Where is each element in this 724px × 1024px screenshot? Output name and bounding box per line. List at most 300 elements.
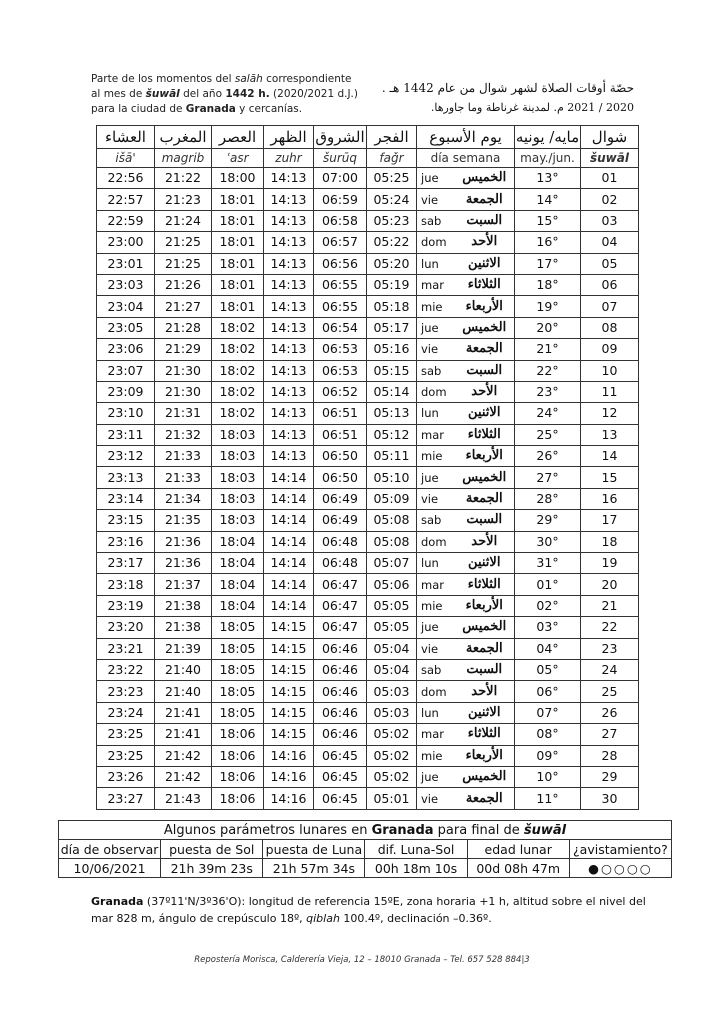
weekday-abbr: mar bbox=[417, 724, 455, 745]
table-row bbox=[97, 274, 639, 295]
zuhr-time: 14:13 bbox=[264, 381, 314, 402]
isha-time: 23:12 bbox=[97, 446, 155, 467]
shuruq-time: 06:51 bbox=[314, 403, 367, 424]
shuruq-time: 06:47 bbox=[314, 574, 367, 595]
weekday-arabic: الأحد bbox=[455, 531, 515, 552]
lunar-header: edad lunar bbox=[467, 840, 569, 859]
weekday-arabic: الاثنين bbox=[455, 403, 515, 424]
weekday-abbr: vie bbox=[417, 189, 455, 210]
zuhr-time: 14:15 bbox=[264, 659, 314, 680]
header-left-text: correspondiente bbox=[262, 73, 352, 85]
asr-time: 18:05 bbox=[212, 659, 264, 680]
shuruq-time: 06:45 bbox=[314, 745, 367, 766]
fajr-time: 05:09 bbox=[367, 488, 417, 509]
gregorian-day: 02° bbox=[515, 595, 581, 616]
gregorian-day: 07° bbox=[515, 702, 581, 723]
fajr-time: 05:05 bbox=[367, 595, 417, 616]
fajr-time: 05:25 bbox=[367, 168, 417, 189]
isha-time: 23:18 bbox=[97, 574, 155, 595]
header-left-city: Granada bbox=[185, 103, 236, 115]
lunar-header: día de observar bbox=[59, 840, 161, 859]
fajr-time: 05:10 bbox=[367, 467, 417, 488]
maghrib-time: 21:36 bbox=[155, 531, 212, 552]
fajr-time: 05:19 bbox=[367, 274, 417, 295]
maghrib-time: 21:43 bbox=[155, 788, 212, 809]
lunar-value: 00h 18m 10s bbox=[365, 859, 467, 878]
maghrib-time: 21:38 bbox=[155, 595, 212, 616]
table-row bbox=[97, 210, 639, 231]
shuruq-time: 06:56 bbox=[314, 253, 367, 274]
shawwal-day: 07 bbox=[581, 296, 639, 317]
shuruq-time: 06:55 bbox=[314, 296, 367, 317]
zuhr-time: 14:13 bbox=[264, 210, 314, 231]
weekday-abbr: vie bbox=[417, 638, 455, 659]
shawwal-day: 24 bbox=[581, 659, 639, 680]
weekday-abbr: dom bbox=[417, 232, 455, 253]
fajr-time: 05:22 bbox=[367, 232, 417, 253]
maghrib-time: 21:28 bbox=[155, 317, 212, 338]
weekday-arabic: الأربعاء bbox=[455, 595, 515, 616]
gregorian-day: 17° bbox=[515, 253, 581, 274]
zuhr-time: 14:13 bbox=[264, 360, 314, 381]
isha-time: 23:05 bbox=[97, 317, 155, 338]
shawwal-day: 28 bbox=[581, 745, 639, 766]
footnote-city: Granada bbox=[91, 895, 144, 908]
weekday-abbr: mar bbox=[417, 424, 455, 445]
table-row bbox=[97, 467, 639, 488]
shuruq-time: 06:50 bbox=[314, 446, 367, 467]
weekday-arabic: الثلاثاء bbox=[455, 424, 515, 445]
weekday-abbr: jue bbox=[417, 617, 455, 638]
isha-time: 23:22 bbox=[97, 659, 155, 680]
asr-time: 18:06 bbox=[212, 745, 264, 766]
fajr-time: 05:08 bbox=[367, 510, 417, 531]
asr-time: 18:04 bbox=[212, 531, 264, 552]
shuruq-time: 06:46 bbox=[314, 638, 367, 659]
asr-time: 18:01 bbox=[212, 210, 264, 231]
asr-time: 18:00 bbox=[212, 168, 264, 189]
lunar-header: ¿avistamiento? bbox=[569, 840, 671, 859]
weekday-arabic: الأحد bbox=[455, 681, 515, 702]
asr-time: 18:06 bbox=[212, 788, 264, 809]
col-gregorian: مايه/ يونيه bbox=[515, 126, 581, 149]
col-gregorian-tr: may./jun. bbox=[515, 149, 581, 168]
gregorian-day: 04° bbox=[515, 638, 581, 659]
fajr-time: 05:16 bbox=[367, 339, 417, 360]
weekday-arabic: الجمعة bbox=[455, 339, 515, 360]
asr-time: 18:03 bbox=[212, 510, 264, 531]
lunar-header: puesta de Sol bbox=[161, 840, 263, 859]
shawwal-day: 25 bbox=[581, 681, 639, 702]
shuruq-time: 07:00 bbox=[314, 168, 367, 189]
shuruq-time: 06:54 bbox=[314, 317, 367, 338]
weekday-arabic: الاثنين bbox=[455, 253, 515, 274]
asr-time: 18:04 bbox=[212, 574, 264, 595]
gregorian-day: 13° bbox=[515, 168, 581, 189]
zuhr-time: 14:16 bbox=[264, 766, 314, 787]
weekday-arabic: الجمعة bbox=[455, 788, 515, 809]
shawwal-day: 09 bbox=[581, 339, 639, 360]
weekday-arabic: الأربعاء bbox=[455, 745, 515, 766]
asr-time: 18:01 bbox=[212, 253, 264, 274]
gregorian-day: 03° bbox=[515, 617, 581, 638]
fajr-time: 05:13 bbox=[367, 403, 417, 424]
lunar-title-city: Granada bbox=[371, 822, 434, 838]
isha-time: 23:14 bbox=[97, 488, 155, 509]
table-row bbox=[97, 681, 639, 702]
weekday-arabic: الخميس bbox=[455, 168, 515, 189]
gregorian-day: 22° bbox=[515, 360, 581, 381]
maghrib-time: 21:23 bbox=[155, 189, 212, 210]
zuhr-time: 14:15 bbox=[264, 617, 314, 638]
header-left-month: šuwāl bbox=[145, 88, 180, 100]
zuhr-time: 14:13 bbox=[264, 232, 314, 253]
shuruq-time: 06:45 bbox=[314, 766, 367, 787]
isha-time: 23:25 bbox=[97, 724, 155, 745]
fajr-time: 05:23 bbox=[367, 210, 417, 231]
zuhr-time: 14:13 bbox=[264, 274, 314, 295]
fajr-time: 05:04 bbox=[367, 638, 417, 659]
weekday-abbr: sab bbox=[417, 510, 455, 531]
shawwal-day: 02 bbox=[581, 189, 639, 210]
table-row bbox=[97, 788, 639, 809]
weekday-arabic: الجمعة bbox=[455, 488, 515, 509]
maghrib-time: 21:30 bbox=[155, 381, 212, 402]
table-row bbox=[97, 339, 639, 360]
isha-time: 23:06 bbox=[97, 339, 155, 360]
col-maghrib: المغرب bbox=[155, 126, 212, 149]
zuhr-time: 14:13 bbox=[264, 339, 314, 360]
table-row bbox=[97, 638, 639, 659]
shawwal-day: 08 bbox=[581, 317, 639, 338]
shuruq-time: 06:46 bbox=[314, 659, 367, 680]
fajr-time: 05:14 bbox=[367, 381, 417, 402]
fajr-time: 05:02 bbox=[367, 745, 417, 766]
weekday-abbr: mie bbox=[417, 296, 455, 317]
fajr-time: 05:20 bbox=[367, 253, 417, 274]
gregorian-day: 10° bbox=[515, 766, 581, 787]
asr-time: 18:02 bbox=[212, 403, 264, 424]
col-asr: العصر bbox=[212, 126, 264, 149]
gregorian-day: 26° bbox=[515, 446, 581, 467]
table-row bbox=[97, 766, 639, 787]
maghrib-time: 21:30 bbox=[155, 360, 212, 381]
weekday-abbr: vie bbox=[417, 339, 455, 360]
asr-time: 18:02 bbox=[212, 317, 264, 338]
asr-time: 18:02 bbox=[212, 381, 264, 402]
header-left-text: para la ciudad de bbox=[91, 103, 186, 115]
fajr-time: 05:06 bbox=[367, 574, 417, 595]
weekday-arabic: الثلاثاء bbox=[455, 724, 515, 745]
fajr-time: 05:15 bbox=[367, 360, 417, 381]
weekday-abbr: dom bbox=[417, 381, 455, 402]
lunar-parameters-table bbox=[58, 820, 672, 878]
zuhr-time: 14:14 bbox=[264, 574, 314, 595]
gregorian-day: 23° bbox=[515, 381, 581, 402]
shuruq-time: 06:46 bbox=[314, 702, 367, 723]
zuhr-time: 14:14 bbox=[264, 553, 314, 574]
fajr-time: 05:11 bbox=[367, 446, 417, 467]
asr-time: 18:05 bbox=[212, 681, 264, 702]
isha-time: 22:59 bbox=[97, 210, 155, 231]
weekday-arabic: الخميس bbox=[455, 617, 515, 638]
zuhr-time: 14:13 bbox=[264, 317, 314, 338]
fajr-time: 05:24 bbox=[367, 189, 417, 210]
shuruq-time: 06:49 bbox=[314, 488, 367, 509]
footnote-qiblah: qiblah bbox=[306, 912, 340, 925]
asr-time: 18:04 bbox=[212, 553, 264, 574]
shawwal-day: 19 bbox=[581, 553, 639, 574]
asr-time: 18:02 bbox=[212, 339, 264, 360]
fajr-time: 05:08 bbox=[367, 531, 417, 552]
weekday-abbr: dom bbox=[417, 681, 455, 702]
weekday-arabic: الجمعة bbox=[455, 638, 515, 659]
shawwal-day: 16 bbox=[581, 488, 639, 509]
weekday-arabic: الاثنين bbox=[455, 702, 515, 723]
weekday-arabic: الخميس bbox=[455, 766, 515, 787]
weekday-abbr: mar bbox=[417, 574, 455, 595]
gregorian-day: 15° bbox=[515, 210, 581, 231]
gregorian-day: 24° bbox=[515, 403, 581, 424]
lunar-value-row bbox=[59, 859, 672, 878]
weekday-abbr: lun bbox=[417, 403, 455, 424]
weekday-abbr: lun bbox=[417, 702, 455, 723]
header-left-year: 1442 h. bbox=[225, 88, 270, 100]
isha-time: 23:24 bbox=[97, 702, 155, 723]
weekday-arabic: الخميس bbox=[455, 467, 515, 488]
gregorian-day: 05° bbox=[515, 659, 581, 680]
maghrib-time: 21:31 bbox=[155, 403, 212, 424]
col-shawwal-tr: šuwāl bbox=[581, 149, 639, 168]
fajr-time: 05:05 bbox=[367, 617, 417, 638]
lunar-header: dif. Luna-Sol bbox=[365, 840, 467, 859]
table-body bbox=[97, 168, 639, 810]
footnote-text: 100.4º, declinación –0.36º. bbox=[339, 912, 492, 925]
isha-time: 23:16 bbox=[97, 531, 155, 552]
maghrib-time: 21:33 bbox=[155, 467, 212, 488]
shawwal-day: 17 bbox=[581, 510, 639, 531]
asr-time: 18:05 bbox=[212, 638, 264, 659]
gregorian-day: 09° bbox=[515, 745, 581, 766]
weekday-arabic: الثلاثاء bbox=[455, 274, 515, 295]
weekday-abbr: jue bbox=[417, 317, 455, 338]
weekday-abbr: mie bbox=[417, 595, 455, 616]
fajr-time: 05:03 bbox=[367, 681, 417, 702]
shawwal-day: 20 bbox=[581, 574, 639, 595]
weekday-abbr: vie bbox=[417, 788, 455, 809]
table-row bbox=[97, 360, 639, 381]
weekday-arabic: السبت bbox=[455, 360, 515, 381]
fajr-time: 05:04 bbox=[367, 659, 417, 680]
table-row bbox=[97, 595, 639, 616]
zuhr-time: 14:16 bbox=[264, 745, 314, 766]
weekday-arabic: الأحد bbox=[455, 232, 515, 253]
weekday-abbr: sab bbox=[417, 210, 455, 231]
table-row bbox=[97, 381, 639, 402]
shawwal-day: 15 bbox=[581, 467, 639, 488]
table-row bbox=[97, 446, 639, 467]
lunar-value: 21h 57m 34s bbox=[263, 859, 365, 878]
lunar-header-row bbox=[59, 840, 672, 859]
table-row bbox=[97, 403, 639, 424]
asr-time: 18:01 bbox=[212, 274, 264, 295]
asr-time: 18:01 bbox=[212, 189, 264, 210]
header-right-line2: 2020 / 2021 م. لمدينة غرناطة وما جاورها. bbox=[430, 101, 634, 114]
gregorian-day: 11° bbox=[515, 788, 581, 809]
table-row bbox=[97, 189, 639, 210]
maghrib-time: 21:26 bbox=[155, 274, 212, 295]
isha-time: 23:17 bbox=[97, 553, 155, 574]
zuhr-time: 14:14 bbox=[264, 595, 314, 616]
header-left-text: y cercanías. bbox=[235, 103, 303, 115]
col-isha-tr: išā' bbox=[97, 149, 155, 168]
weekday-abbr: mar bbox=[417, 274, 455, 295]
isha-time: 23:11 bbox=[97, 424, 155, 445]
table-row bbox=[97, 488, 639, 509]
zuhr-time: 14:15 bbox=[264, 681, 314, 702]
zuhr-time: 14:14 bbox=[264, 467, 314, 488]
shuruq-time: 06:47 bbox=[314, 595, 367, 616]
isha-time: 23:09 bbox=[97, 381, 155, 402]
prayer-times-table bbox=[96, 125, 639, 810]
maghrib-time: 21:33 bbox=[155, 446, 212, 467]
col-weekday: يوم الأسبوع bbox=[417, 126, 515, 149]
weekday-abbr: lun bbox=[417, 553, 455, 574]
weekday-arabic: الخميس bbox=[455, 317, 515, 338]
header-left-text: del año bbox=[179, 88, 226, 100]
shuruq-time: 06:49 bbox=[314, 510, 367, 531]
maghrib-time: 21:41 bbox=[155, 702, 212, 723]
shawwal-day: 04 bbox=[581, 232, 639, 253]
shuruq-time: 06:48 bbox=[314, 531, 367, 552]
lunar-value: 21h 39m 23s bbox=[161, 859, 263, 878]
shawwal-day: 13 bbox=[581, 424, 639, 445]
table-row bbox=[97, 424, 639, 445]
isha-time: 23:00 bbox=[97, 232, 155, 253]
weekday-abbr: vie bbox=[417, 488, 455, 509]
col-zuhr-tr: zuhr bbox=[264, 149, 314, 168]
table-row bbox=[97, 574, 639, 595]
asr-time: 18:03 bbox=[212, 446, 264, 467]
footer-address: Repostería Morisca, Calderería Vieja, 12 – 18010 Granada – Tel. 657 528 884|3 bbox=[194, 955, 530, 965]
asr-time: 18:01 bbox=[212, 296, 264, 317]
weekday-abbr: mie bbox=[417, 446, 455, 467]
isha-time: 23:19 bbox=[97, 595, 155, 616]
fajr-time: 05:12 bbox=[367, 424, 417, 445]
gregorian-day: 14° bbox=[515, 189, 581, 210]
zuhr-time: 14:14 bbox=[264, 531, 314, 552]
table-row bbox=[97, 553, 639, 574]
maghrib-time: 21:25 bbox=[155, 232, 212, 253]
asr-time: 18:03 bbox=[212, 467, 264, 488]
maghrib-time: 21:29 bbox=[155, 339, 212, 360]
shawwal-day: 18 bbox=[581, 531, 639, 552]
isha-time: 23:01 bbox=[97, 253, 155, 274]
asr-time: 18:05 bbox=[212, 617, 264, 638]
weekday-abbr: mie bbox=[417, 745, 455, 766]
fajr-time: 05:02 bbox=[367, 724, 417, 745]
maghrib-time: 21:40 bbox=[155, 659, 212, 680]
table-row bbox=[97, 253, 639, 274]
col-zuhr: الظهر bbox=[264, 126, 314, 149]
table-row bbox=[97, 232, 639, 253]
col-weekday-tr: día semana bbox=[417, 149, 515, 168]
col-fajr-tr: faǧr bbox=[367, 149, 417, 168]
gregorian-day: 21° bbox=[515, 339, 581, 360]
gregorian-day: 31° bbox=[515, 553, 581, 574]
isha-time: 23:23 bbox=[97, 681, 155, 702]
maghrib-time: 21:38 bbox=[155, 617, 212, 638]
weekday-abbr: jue bbox=[417, 766, 455, 787]
zuhr-time: 14:14 bbox=[264, 510, 314, 531]
shuruq-time: 06:57 bbox=[314, 232, 367, 253]
shawwal-day: 26 bbox=[581, 702, 639, 723]
gregorian-day: 06° bbox=[515, 681, 581, 702]
table-row bbox=[97, 510, 639, 531]
shawwal-day: 14 bbox=[581, 446, 639, 467]
header-left-text: Parte de los momentos del bbox=[91, 73, 235, 85]
col-asr-tr: ʿasr bbox=[212, 149, 264, 168]
zuhr-time: 14:15 bbox=[264, 702, 314, 723]
zuhr-time: 14:13 bbox=[264, 403, 314, 424]
table-row bbox=[97, 617, 639, 638]
shuruq-time: 06:58 bbox=[314, 210, 367, 231]
maghrib-time: 21:37 bbox=[155, 574, 212, 595]
table-row bbox=[97, 702, 639, 723]
shuruq-time: 06:47 bbox=[314, 617, 367, 638]
zuhr-time: 14:15 bbox=[264, 724, 314, 745]
header-row-transliteration bbox=[97, 149, 639, 168]
asr-time: 18:05 bbox=[212, 702, 264, 723]
fajr-time: 05:07 bbox=[367, 553, 417, 574]
shuruq-time: 06:46 bbox=[314, 724, 367, 745]
weekday-arabic: الأحد bbox=[455, 381, 515, 402]
gregorian-day: 20° bbox=[515, 317, 581, 338]
table-row bbox=[97, 659, 639, 680]
shuruq-time: 06:53 bbox=[314, 360, 367, 381]
weekday-abbr: lun bbox=[417, 253, 455, 274]
table-row bbox=[97, 168, 639, 189]
sighting-indicator: ●○○○○ bbox=[569, 859, 671, 878]
shawwal-day: 06 bbox=[581, 274, 639, 295]
shawwal-day: 01 bbox=[581, 168, 639, 189]
col-shawwal: شوال bbox=[581, 126, 639, 149]
gregorian-day: 19° bbox=[515, 296, 581, 317]
isha-time: 23:25 bbox=[97, 745, 155, 766]
footnote bbox=[91, 893, 651, 927]
shuruq-time: 06:59 bbox=[314, 189, 367, 210]
shuruq-time: 06:46 bbox=[314, 681, 367, 702]
col-fajr: الفجر bbox=[367, 126, 417, 149]
fajr-time: 05:17 bbox=[367, 317, 417, 338]
weekday-arabic: الأربعاء bbox=[455, 296, 515, 317]
header-right-line1: حصّة أوقات الصلاة لشهر شوال من عام 1442 هـ . bbox=[381, 81, 634, 95]
weekday-abbr: jue bbox=[417, 168, 455, 189]
gregorian-day: 25° bbox=[515, 424, 581, 445]
table-row bbox=[97, 317, 639, 338]
zuhr-time: 14:15 bbox=[264, 638, 314, 659]
fajr-time: 05:03 bbox=[367, 702, 417, 723]
col-maghrib-tr: magrib bbox=[155, 149, 212, 168]
header-left bbox=[91, 72, 376, 117]
isha-time: 22:57 bbox=[97, 189, 155, 210]
shawwal-day: 22 bbox=[581, 617, 639, 638]
shuruq-time: 06:45 bbox=[314, 788, 367, 809]
maghrib-time: 21:25 bbox=[155, 253, 212, 274]
shawwal-day: 29 bbox=[581, 766, 639, 787]
header-left-text: al mes de bbox=[91, 88, 146, 100]
gregorian-day: 30° bbox=[515, 531, 581, 552]
